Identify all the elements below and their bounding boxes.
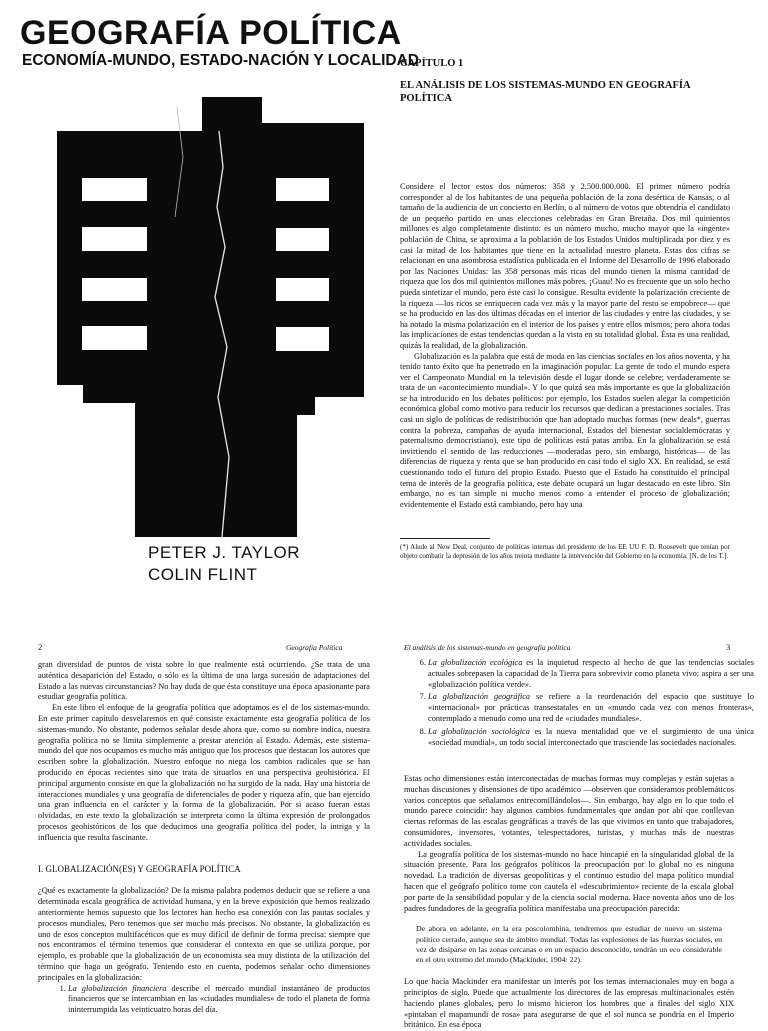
paragraph: ¿Qué es exactamente la globalización? De la misma palabra podemos deducir que se refiere a una determinada escala geográfica de actividad humana, y en la breve exposición que hemos realizado anteriormente hemos supuesto que los lectores han hecho esa conexión con las pautas sociales y procesos mundiales. Pero tenemos que ser mucho más precisos. No obstante, la globalización es uno de esos conceptos multifacéticos que es muy difícil de definir de forma precisa: siempre que nos encontramos el término tenemos que considerar el contexto en que se utiliza porque, por ejemplo, es probable que la globalización de un economista sea muy distinta de la utilización del término que haga un geógrafo. Teniendo esto en cuenta, podemos señalar ocho dimensiones principales en la globalización:: [38, 886, 370, 982]
page-2-body: [38, 660, 370, 1016]
running-head: El análisis de los sistemas-mundo en geografía política: [404, 643, 571, 652]
footnote-divider: [400, 538, 490, 539]
chapter-body: [400, 182, 730, 510]
list-item: [428, 727, 754, 749]
list-text: describe el mercado mundial instantáneo de productos financieros que se intercambian en las «ciudades mundiales» de todo el planeta de forma ininterrumpida las veinticuatro horas del día.: [68, 983, 370, 1015]
dimension-list: [38, 984, 370, 1016]
block-quote: De ahora en adelante, en la era poscolombina, tendremos que estudiar de nuevo un sistema político cerrado, aunque sea de ámbito mundial. Todas las explosiones de las fuerzas sociales, en vez de disiparse en las zonas cercanas o en un espacio desconocido, tendrán un eco considerable en el otro extremo del mundo (Mackinder, 1904: 22).: [416, 924, 722, 964]
author-name: PETER J. TAYLOR: [148, 543, 301, 562]
footnote: (*) Alude al New Deal, conjunto de políticas internas del presidente de los EE UU F. D. Roosevelt que tenían por objeto combatir la depresión de los años treinta mediante la intervención del Gobierno en la economía. [N. de los T.].: [400, 543, 730, 560]
list-item: [428, 692, 754, 724]
paragraph: En este libro el enfoque de la geografía política que adoptamos es el de los sistemas-mundo. En este primer capítulo desvelaremos en qué consiste exactamente esta geografía política de los sistemas-mundo. No obstante, podemos señalar desde ahora que, como su nombre indica, nuestra geografía política no se limita simplemente a prestar atención al Estado. Además, este sistema-mundo del que nos ocupamos es mucho más antiguo que los procesos que destacan los autores que escriben sobre la globalización. Nuestro enfoque no niega los cambios radicales que se han producido en épocas recientes sino que trata de situarlos en una perspectiva geohistórica. El principal argumento consiste en que la globalización no ha surgido de la nada. Hay una historia de interacciones mundiales y una geografía de diferenciales de poder y riqueza afín, que han ejercido una gran influencia en el carácter y la forma de la globalización. Por si acaso fueran estas olvidadas, en este texto la globalización se interpreta como la última expresión de prolongados procesos geohistóricos de los que deducimos una geografía política del poder, la intriga y la influencia que resulta fascinante.: [38, 703, 370, 842]
list-text: es la nueva mentalidad que ve el surgimiento de una única «sociedad mundial», un todo social interconectado que trasciende las sociedades nacionales.: [428, 726, 754, 747]
paragraph: Globalización es la palabra que está de moda en las ciencias sociales en los años noventa, y ha tenido tanto éxito que ha penetrado en la imaginación popular. La gente de todo el mundo espera ver el Campeonato Mundial en la televisión desde el lugar donde se celebre; verdaderamente se trata de un «acontecimiento mundial». Y lo que quizá sea más importante es que la globalización se ha introducido en los debates políticos: por ejemplo, los Estados suelen alegar la competición económica global como motivo para reducir los recursos que dedican a prestaciones sociales. Tras casi un siglo de políticas de redistribución que han adoptado muchas formas (new deals*, guerras contra la pobreza, campañas de ayuda internacional, Estados del bienestar socialdemócratas y paternalismo democristiano), este tipo de políticas está patas arriba. En la globalización se está invirtiendo el sentido de las reducciones —moderadas pero, sin embargo, históricas— de las diferencias de riqueza y renta que se han producido en casi todo el siglo XX. En realidad, se está cuestionando todo el futuro del propio Estado. Puesto que el Estado ha constituido el principal tema de interés de la geografía política, este debate ocupará un lugar destacado en este libro. Sin embargo, no es tan simple ni mucho menos como a entender el proceso de globalización; evidentemente el Estado está cambiando, pero hay una: [400, 351, 730, 509]
dimension-list: [404, 658, 754, 750]
paragraph: Estas ocho dimensiones están interconectadas de muchas formas muy complejas y están sujetas a muchas discusiones y disensiones de tipo académico —observen que consideramos problemáticos varios conceptos que señalamos entrecomillándolos—. Sin embargo, hay algo en lo que todo el mundo parece coincidir: hay algunos cambios fundamentales que andan por ahí que conllevan ciertas reformas de las escalas geográficas a través de las que vivimos en tanto que trabajadores, consumidores, inversores, votantes, telespectadores, turistas, y muchas más de nuestras actividades sociales.: [404, 774, 734, 848]
cover-illustration: [57, 97, 364, 537]
page-number: 3: [726, 642, 731, 652]
list-term: La globalización geográfica: [428, 692, 531, 702]
running-head: Geografía Política: [286, 643, 343, 652]
list-term: La globalización ecológica: [428, 658, 523, 667]
list-term: La globalización sociológica: [428, 726, 530, 736]
page-3-body: [404, 774, 734, 1031]
list-item: [68, 984, 370, 1016]
list-item: [428, 658, 754, 690]
list-text: es la inquietud respecto al hecho de que las tendencias sociales actuales sobrepasen la capacidad de la Tierra para sobrevivir como planeta vivo; aspira a ser una «globalización política verde».: [428, 658, 754, 689]
paragraph: gran diversidad de puntos de vista sobre lo que realmente está ocurriendo. ¿Se trata de una auténtica desaparición del Estado, o sólo es la última de una larga sucesión de adaptaciones del Estado a las nuevas circunstancias? No hay duda de que ésta constituye una época apasionante para estudiar geografía política.: [38, 660, 370, 702]
paragraph: Lo que hacía Mackinder era manifestar un interés por los temas internacionales muy en boga a principios de siglo. Puede que actualmente los directores de las empresas multinacionales estén haciendo planes globales, pero lo mismo hicieron los hombres que a finales del siglo XIX «pintaban el mapamundi de rosa» para asegurarse de que el sol nunca se pondría en el Imperio británico. En esa época: [404, 977, 734, 1030]
chapter-title: EL ANÁLISIS DE LOS SISTEMAS-MUNDO EN GEOGRAFÍA POLÍTICA: [400, 80, 690, 104]
list-text: se refiere a la reordenación del espacio que sustituye lo «internacional» por prácticas transestatales en un «mundo cada vez con menos fronteras», contemplado a menudo como una red de «ciudades mundiales».: [428, 692, 755, 723]
section-heading: I. GLOBALIZACIÓN(ES) Y GEOGRAFÍA POLÍTICA: [38, 863, 241, 874]
page-number: 2: [38, 642, 43, 652]
author-name: COLIN FLINT: [148, 565, 258, 584]
list-term: La globalización financiera: [68, 983, 167, 993]
book-title: GEOGRAFÍA POLÍTICA: [20, 14, 402, 52]
book-spread-bottom: [0, 628, 768, 1030]
chapter-label: CAPÍTULO 1: [400, 58, 464, 69]
book-subtitle: ECONOMÍA-MUNDO, ESTADO-NACIÓN Y LOCALIDAD: [22, 52, 419, 69]
paragraph: La geografía política de los sistemas-mundo no hace hincapié en la singularidad global de la situación presente. Para los geógrafos políticos la preocupación por lo global no es ninguna novedad. La tradición de diversas geopolíticas y el continuo estudio del mapa político mundial hacen que el geógrafo político tome con cautela el «descubrimiento» reciente de la escala global por parte de la sensibilidad popular y de la ciencia social moderna. Hace noventa años uno de los padres fundadores de la geografía política manifestaba una preocupación parecida:: [404, 849, 734, 913]
paragraph: Considere el lector estos dos números: 358 y 2.500.000.000. El primer número podría corresponder al de los habitantes de una pequeña población de la zona desértica de Kansas, o al tamaño de la audiencia de un concierto en Berlín, o al número de votos que obtendría el candidato de un pequeño partido en unas elecciones celebradas en Gran Bretaña. Dos mil quinientos millones es algo completamente distinto: es un número mucho, mucho mayor que la «ingente» población de China, se aproxima a la población de los Estados Unidos multiplicada por diez y es casi la mitad de los habitantes que tiene en la actualidad nuestro planeta. Estas dos cifras se relacionan en una asombrosa estadística publicada en el Informe del Desarrollo de 1996 elaborado por las Naciones Unidas: las 358 personas más ricas del mundo tienen la misma cantidad de riqueza que los dos mil quinientos millones más pobres. ¡Guau! No es frecuente que un solo hecho pueda sintetizar el mundo, pero éste casi lo consigue. Resulta evidente la polarización creciente de la riqueza —los ricos se enriquecen cada vez más y la mayor parte del resto se empobrece— que se ha producido en las dos últimas décadas en el interior de las ciudades y entre las ciudades, y se ha notado la misma polarización en el interior de los países y entre ellos mismos; pero ahora todas las implicaciones de estas tendencias quedan a la vista en su totalidad global. Ésta es una realidad, quizás la realidad, de la globalización.: [400, 182, 730, 350]
